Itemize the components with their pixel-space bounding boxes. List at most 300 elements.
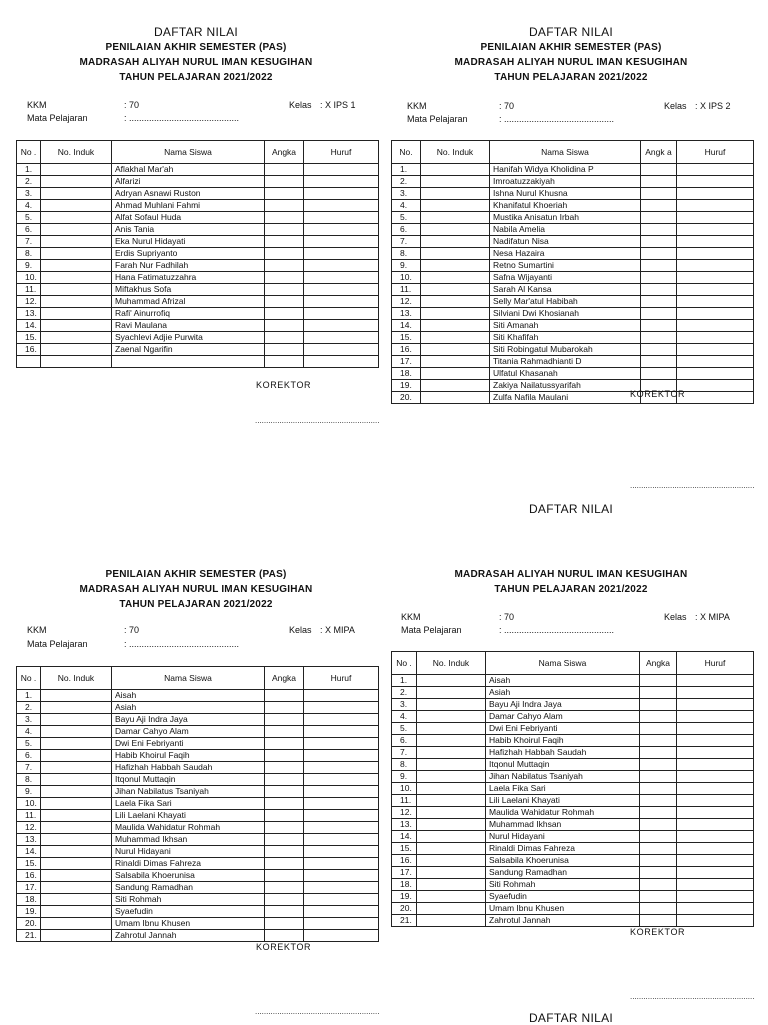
- no-induk-cell: [417, 759, 486, 771]
- row-number: 3.: [17, 188, 41, 200]
- col-no: No .: [392, 652, 417, 675]
- angka-cell: [641, 332, 677, 344]
- angka-cell: [265, 822, 304, 834]
- angka-cell: [640, 915, 677, 927]
- no-induk-cell: [41, 906, 112, 918]
- header-line-2: MADRASAH ALIYAH NURUL IMAN KESUGIHAN: [454, 57, 688, 68]
- row-number: 21.: [392, 915, 417, 927]
- no-induk-cell: [417, 711, 486, 723]
- table-row: [392, 771, 754, 783]
- student-name: Habib Khoirul Faqih: [112, 750, 265, 762]
- huruf-cell: [677, 332, 754, 344]
- student-name: Umam Ibnu Khusen: [112, 918, 265, 930]
- kelas-label: Kelas: [664, 101, 687, 111]
- angka-cell: [265, 188, 304, 200]
- huruf-cell: [304, 690, 379, 702]
- table-row: [17, 188, 379, 200]
- angka-cell: [641, 284, 677, 296]
- row-number: 4.: [17, 200, 41, 212]
- table-row: [17, 894, 379, 906]
- huruf-cell: [304, 260, 379, 272]
- row-number: 12.: [17, 296, 41, 308]
- angka-cell: [640, 723, 677, 735]
- table-row: [392, 783, 754, 795]
- no-induk-cell: [417, 723, 486, 735]
- no-induk-cell: [41, 834, 112, 846]
- no-induk-cell: [41, 308, 112, 320]
- student-name: Asiah: [112, 702, 265, 714]
- no-induk-cell: [417, 891, 486, 903]
- table-row: [17, 726, 379, 738]
- col-induk: No. Induk: [417, 652, 486, 675]
- no-induk-cell: [41, 858, 112, 870]
- huruf-cell: [677, 759, 754, 771]
- row-number: 5.: [392, 723, 417, 735]
- student-name: Laela Fika Sari: [112, 798, 265, 810]
- huruf-cell: [304, 882, 379, 894]
- huruf-cell: [677, 831, 754, 843]
- col-angka: Angka: [265, 667, 304, 690]
- row-number: 18.: [392, 368, 421, 380]
- kelas-value: : X MIPA: [695, 612, 730, 622]
- student-name: Hafizhah Habbah Saudah: [486, 747, 640, 759]
- table-row: [17, 930, 379, 942]
- angka-cell: [265, 332, 304, 344]
- table-row: [17, 320, 379, 332]
- table-row: [17, 212, 379, 224]
- angka-cell: [265, 236, 304, 248]
- korektor-label: KOREKTOR: [256, 942, 312, 952]
- huruf-cell: [677, 224, 754, 236]
- angka-cell: [265, 786, 304, 798]
- huruf-cell: [304, 750, 379, 762]
- table-row: [392, 855, 754, 867]
- table-row: [392, 867, 754, 879]
- no-induk-cell: [421, 260, 490, 272]
- student-name: Retno Sumartini: [490, 260, 641, 272]
- header-line-2: MADRASAH ALIYAH NURUL IMAN KESUGIHAN: [79, 57, 313, 68]
- row-number: 10.: [17, 798, 41, 810]
- doc-title: DAFTAR NILAI: [528, 1011, 614, 1025]
- student-name: Nurul Hidayani: [112, 846, 265, 858]
- no-induk-cell: [421, 308, 490, 320]
- huruf-cell: [304, 906, 379, 918]
- student-name: Hana Fatimatuzzahra: [112, 272, 265, 284]
- huruf-cell: [677, 320, 754, 332]
- no-induk-cell: [417, 795, 486, 807]
- student-name: Habib Khoirul Faqih: [486, 735, 640, 747]
- no-induk-cell: [421, 320, 490, 332]
- angka-cell: [265, 894, 304, 906]
- row-number: 11.: [17, 284, 41, 296]
- row-number: 19.: [392, 380, 421, 392]
- angka-cell: [265, 702, 304, 714]
- no-induk-cell: [421, 272, 490, 284]
- huruf-cell: [677, 272, 754, 284]
- table-row: [392, 188, 754, 200]
- header-line-3: TAHUN PELAJARAN 2021/2022: [494, 584, 648, 595]
- student-name: Miftakhus Sofa: [112, 284, 265, 296]
- signature-line: ........................................................: [255, 416, 380, 425]
- student-name: Salsabila Khoerunisa: [112, 870, 265, 882]
- table-row: [392, 320, 754, 332]
- table-row: [392, 843, 754, 855]
- angka-cell: [640, 711, 677, 723]
- table-row: [17, 200, 379, 212]
- huruf-cell: [677, 879, 754, 891]
- angka-cell: [265, 846, 304, 858]
- angka-cell: [265, 714, 304, 726]
- table-row: [17, 834, 379, 846]
- row-number: 9.: [17, 260, 41, 272]
- huruf-cell: [677, 843, 754, 855]
- huruf-cell: [304, 272, 379, 284]
- huruf-cell: [304, 702, 379, 714]
- student-name: Rinaldi Dimas Fahreza: [486, 843, 640, 855]
- table-row: [17, 810, 379, 822]
- table-row: [17, 690, 379, 702]
- table-row: [392, 711, 754, 723]
- angka-cell: [641, 248, 677, 260]
- no-induk-cell: [41, 344, 112, 356]
- angka-cell: [640, 783, 677, 795]
- student-name: Siti Khafifah: [490, 332, 641, 344]
- doc-title: DAFTAR NILAI: [153, 25, 239, 39]
- table-row: [17, 882, 379, 894]
- student-name: Aflakhal Mar'ah: [112, 164, 265, 176]
- huruf-cell: [304, 296, 379, 308]
- huruf-cell: [304, 320, 379, 332]
- table-row: [17, 846, 379, 858]
- student-name: Damar Cahyo Alam: [486, 711, 640, 723]
- student-name: Hanifah Widya Kholidina P: [490, 164, 641, 176]
- table-row: [392, 308, 754, 320]
- student-name: Titania Rahmadhianti D: [490, 356, 641, 368]
- student-name: Sandung Ramadhan: [112, 882, 265, 894]
- angka-cell: [641, 320, 677, 332]
- no-induk-cell: [41, 702, 112, 714]
- angka-cell: [265, 774, 304, 786]
- row-number: 15.: [17, 332, 41, 344]
- huruf-cell: [304, 714, 379, 726]
- no-induk-cell: [41, 176, 112, 188]
- row-number: 2.: [392, 687, 417, 699]
- table-row: [392, 879, 754, 891]
- no-induk-cell: [41, 200, 112, 212]
- student-name: Maulida Wahidatur Rohmah: [112, 822, 265, 834]
- student-name: Nurul Hidayani: [486, 831, 640, 843]
- row-number: 10.: [17, 272, 41, 284]
- no-induk-cell: [41, 236, 112, 248]
- huruf-cell: [304, 248, 379, 260]
- table-row: [392, 392, 754, 404]
- no-induk-cell: [41, 810, 112, 822]
- table-row: [392, 675, 754, 687]
- row-number: 6.: [392, 224, 421, 236]
- table-row: [17, 870, 379, 882]
- student-name: Damar Cahyo Alam: [112, 726, 265, 738]
- col-induk: No. Induk: [41, 141, 112, 164]
- row-number: 14.: [392, 831, 417, 843]
- table-row: [392, 200, 754, 212]
- col-nama: Nama Siswa: [486, 652, 640, 675]
- no-induk-cell: [417, 843, 486, 855]
- huruf-cell: [677, 819, 754, 831]
- row-number: 20.: [392, 392, 421, 404]
- angka-cell: [640, 819, 677, 831]
- row-number: 17.: [17, 882, 41, 894]
- mapel-value: : ............................................: [499, 114, 615, 124]
- row-number: 4.: [392, 200, 421, 212]
- no-induk-cell: [41, 798, 112, 810]
- huruf-cell: [304, 308, 379, 320]
- angka-cell: [265, 930, 304, 942]
- huruf-cell: [677, 867, 754, 879]
- row-number: 6.: [392, 735, 417, 747]
- no-induk-cell: [41, 846, 112, 858]
- no-induk-cell: [41, 332, 112, 344]
- angka-cell: [641, 344, 677, 356]
- row-number: 16.: [392, 344, 421, 356]
- no-induk-cell: [41, 714, 112, 726]
- no-induk-cell: [421, 332, 490, 344]
- huruf-cell: [304, 810, 379, 822]
- angka-cell: [640, 759, 677, 771]
- kkm-label: KKM: [401, 612, 421, 622]
- row-number: 19.: [392, 891, 417, 903]
- row-number: 2.: [17, 176, 41, 188]
- mapel-value: : ............................................: [124, 113, 240, 123]
- no-induk-cell: [41, 786, 112, 798]
- student-name: Bayu Aji Indra Jaya: [486, 699, 640, 711]
- row-number: [17, 356, 41, 368]
- huruf-cell: [304, 164, 379, 176]
- no-induk-cell: [41, 164, 112, 176]
- row-number: 11.: [392, 284, 421, 296]
- no-induk-cell: [41, 822, 112, 834]
- student-name: [112, 356, 265, 368]
- table-row: [17, 356, 379, 368]
- student-name: Itqonul Muttaqin: [486, 759, 640, 771]
- student-name: Ravi Maulana: [112, 320, 265, 332]
- no-induk-cell: [421, 236, 490, 248]
- table-row: [17, 906, 379, 918]
- row-number: 14.: [392, 320, 421, 332]
- table-row: [392, 236, 754, 248]
- student-name: Jihan Nabilatus Tsaniyah: [112, 786, 265, 798]
- student-name: Ahmad Muhlani Fahmi: [112, 200, 265, 212]
- row-number: 11.: [17, 810, 41, 822]
- row-number: 18.: [17, 894, 41, 906]
- huruf-cell: [304, 224, 379, 236]
- huruf-cell: [677, 380, 754, 392]
- angka-cell: [265, 308, 304, 320]
- signature-line: ........................................................: [255, 1007, 380, 1016]
- no-induk-cell: [417, 855, 486, 867]
- huruf-cell: [304, 176, 379, 188]
- huruf-cell: [304, 726, 379, 738]
- col-angka: Angka: [640, 652, 677, 675]
- student-name: Adryan Asnawi Ruston: [112, 188, 265, 200]
- angka-cell: [265, 750, 304, 762]
- angka-cell: [641, 164, 677, 176]
- table-row: [392, 735, 754, 747]
- table-row: [392, 699, 754, 711]
- angka-cell: [640, 735, 677, 747]
- angka-cell: [265, 248, 304, 260]
- huruf-cell: [677, 284, 754, 296]
- angka-cell: [641, 308, 677, 320]
- row-number: 7.: [392, 236, 421, 248]
- no-induk-cell: [41, 894, 112, 906]
- no-induk-cell: [417, 879, 486, 891]
- huruf-cell: [304, 212, 379, 224]
- row-number: 1.: [17, 164, 41, 176]
- row-number: 13.: [392, 308, 421, 320]
- student-name: Dwi Eni Febriyanti: [486, 723, 640, 735]
- huruf-cell: [304, 236, 379, 248]
- huruf-cell: [677, 735, 754, 747]
- huruf-cell: [304, 930, 379, 942]
- student-name: Zahrotul Jannah: [112, 930, 265, 942]
- huruf-cell: [304, 822, 379, 834]
- table-row: [392, 891, 754, 903]
- row-number: 1.: [392, 164, 421, 176]
- no-induk-cell: [421, 212, 490, 224]
- huruf-cell: [304, 858, 379, 870]
- table-row: [17, 260, 379, 272]
- no-induk-cell: [421, 248, 490, 260]
- student-name: Nabila Amelia: [490, 224, 641, 236]
- table-row: [392, 915, 754, 927]
- huruf-cell: [677, 164, 754, 176]
- angka-cell: [641, 200, 677, 212]
- student-name: Farah Nur Fadhilah: [112, 260, 265, 272]
- mapel-label: Mata Pelajaran: [27, 639, 88, 649]
- no-induk-cell: [417, 807, 486, 819]
- no-induk-cell: [417, 687, 486, 699]
- table-row: [17, 164, 379, 176]
- angka-cell: [640, 747, 677, 759]
- col-huruf: Huruf: [304, 141, 379, 164]
- table-row: [17, 774, 379, 786]
- no-induk-cell: [417, 699, 486, 711]
- huruf-cell: [304, 188, 379, 200]
- angka-cell: [641, 368, 677, 380]
- student-name: Nesa Hazaira: [490, 248, 641, 260]
- huruf-cell: [304, 356, 379, 368]
- huruf-cell: [677, 783, 754, 795]
- row-number: 3.: [392, 188, 421, 200]
- angka-cell: [640, 675, 677, 687]
- angka-cell: [641, 212, 677, 224]
- korektor-label: KOREKTOR: [630, 927, 686, 937]
- row-number: 4.: [392, 711, 417, 723]
- student-name: Salsabila Khoerunisa: [486, 855, 640, 867]
- table-row: [17, 714, 379, 726]
- no-induk-cell: [417, 783, 486, 795]
- no-induk-cell: [41, 774, 112, 786]
- angka-cell: [265, 918, 304, 930]
- row-number: 13.: [17, 834, 41, 846]
- col-nama: Nama Siswa: [112, 667, 265, 690]
- angka-cell: [265, 798, 304, 810]
- huruf-cell: [677, 771, 754, 783]
- student-name: Lili Laelani Khayati: [486, 795, 640, 807]
- no-induk-cell: [421, 344, 490, 356]
- row-number: 13.: [17, 308, 41, 320]
- col-no: No .: [17, 141, 41, 164]
- row-number: 7.: [392, 747, 417, 759]
- col-no: No .: [17, 667, 41, 690]
- angka-cell: [265, 726, 304, 738]
- table-row: [392, 224, 754, 236]
- angka-cell: [640, 891, 677, 903]
- huruf-cell: [677, 675, 754, 687]
- student-name: Jihan Nabilatus Tsaniyah: [486, 771, 640, 783]
- signature-line: ........................................................: [630, 992, 755, 1001]
- student-name: Zahrotul Jannah: [486, 915, 640, 927]
- grade-table: [391, 140, 754, 404]
- row-number: 16.: [17, 344, 41, 356]
- student-name: Mustika Anisatun Irbah: [490, 212, 641, 224]
- huruf-cell: [677, 236, 754, 248]
- no-induk-cell: [417, 771, 486, 783]
- grade-table: [16, 140, 379, 368]
- angka-cell: [641, 236, 677, 248]
- table-row: [17, 176, 379, 188]
- row-number: 14.: [17, 320, 41, 332]
- student-name: Bayu Aji Indra Jaya: [112, 714, 265, 726]
- huruf-cell: [677, 248, 754, 260]
- student-name: Dwi Eni Febriyanti: [112, 738, 265, 750]
- angka-cell: [640, 867, 677, 879]
- row-number: 18.: [392, 879, 417, 891]
- huruf-cell: [677, 711, 754, 723]
- huruf-cell: [304, 284, 379, 296]
- kkm-value: : 70: [499, 612, 515, 622]
- huruf-cell: [304, 918, 379, 930]
- angka-cell: [641, 188, 677, 200]
- table-row: [392, 795, 754, 807]
- angka-cell: [265, 738, 304, 750]
- table-row: [392, 260, 754, 272]
- no-induk-cell: [417, 915, 486, 927]
- no-induk-cell: [417, 735, 486, 747]
- huruf-cell: [677, 176, 754, 188]
- student-name: Laela Fika Sari: [486, 783, 640, 795]
- angka-cell: [640, 903, 677, 915]
- no-induk-cell: [41, 188, 112, 200]
- huruf-cell: [304, 344, 379, 356]
- table-row: [17, 224, 379, 236]
- angka-cell: [265, 224, 304, 236]
- student-name: Muhammad Ikhsan: [112, 834, 265, 846]
- doc-title: DAFTAR NILAI: [528, 502, 614, 516]
- huruf-cell: [677, 915, 754, 927]
- no-induk-cell: [41, 930, 112, 942]
- table-row: [392, 272, 754, 284]
- kkm-label: KKM: [27, 625, 47, 635]
- student-name: Safna Wijayanti: [490, 272, 641, 284]
- student-name: Alfat Sofaul Huda: [112, 212, 265, 224]
- row-number: 1.: [392, 675, 417, 687]
- header-line-1: PENILAIAN AKHIR SEMESTER (PAS): [105, 42, 287, 53]
- table-row: [17, 738, 379, 750]
- student-name: Ulfatul Khasanah: [490, 368, 641, 380]
- table-row: [17, 858, 379, 870]
- angka-cell: [641, 260, 677, 272]
